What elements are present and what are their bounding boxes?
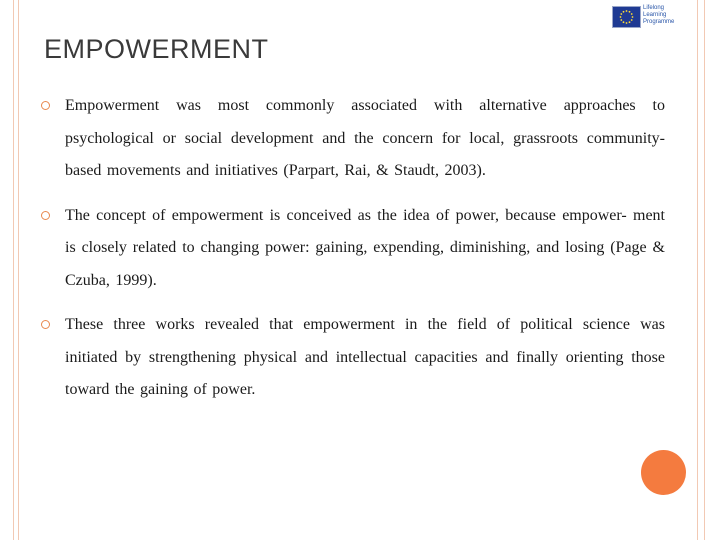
decorative-orange-circle bbox=[641, 450, 686, 495]
frame-line-right-inner bbox=[697, 0, 698, 540]
slide-title: EMPOWERMENT bbox=[44, 34, 269, 64]
logo-line-1: Lifelong bbox=[643, 5, 665, 11]
frame-line-left-outer bbox=[13, 0, 14, 540]
bullet-item bbox=[40, 309, 665, 407]
bullet-item bbox=[40, 200, 665, 298]
bullet-text: These three works revealed that empowerment in the field of political science was initiated by strengthening physical and intellectual capacities and finally orienting those toward the gaining of power. bbox=[65, 316, 665, 398]
frame-line-left-inner bbox=[18, 0, 19, 540]
bullet-list bbox=[40, 90, 665, 419]
logo-line-2: Learning bbox=[643, 12, 667, 18]
eu-flag-icon bbox=[612, 6, 641, 28]
circle-bullet-icon bbox=[41, 211, 50, 220]
bullet-text: Empowerment was most commonly associated with alternative approaches to psychological or social development and the concern for local, grassroots community-based movements and initiatives (Parpart, Rai, & Staudt, 2003). bbox=[65, 97, 665, 179]
circle-bullet-icon bbox=[41, 101, 50, 110]
circle-bullet-icon bbox=[41, 320, 50, 329]
lifelong-learning-logo bbox=[612, 5, 680, 29]
frame-line-right-outer bbox=[704, 0, 705, 540]
logo-line-3: Programme bbox=[643, 19, 675, 25]
eu-stars-icon bbox=[613, 7, 640, 27]
bullet-item bbox=[40, 90, 665, 188]
logo-text bbox=[643, 5, 683, 26]
bullet-text: The concept of empowerment is conceived as the idea of power, because empower- ment is closely related to changing power: gaining, expending, diminishing, and losing (Page & Czuba, 1999). bbox=[65, 206, 665, 289]
